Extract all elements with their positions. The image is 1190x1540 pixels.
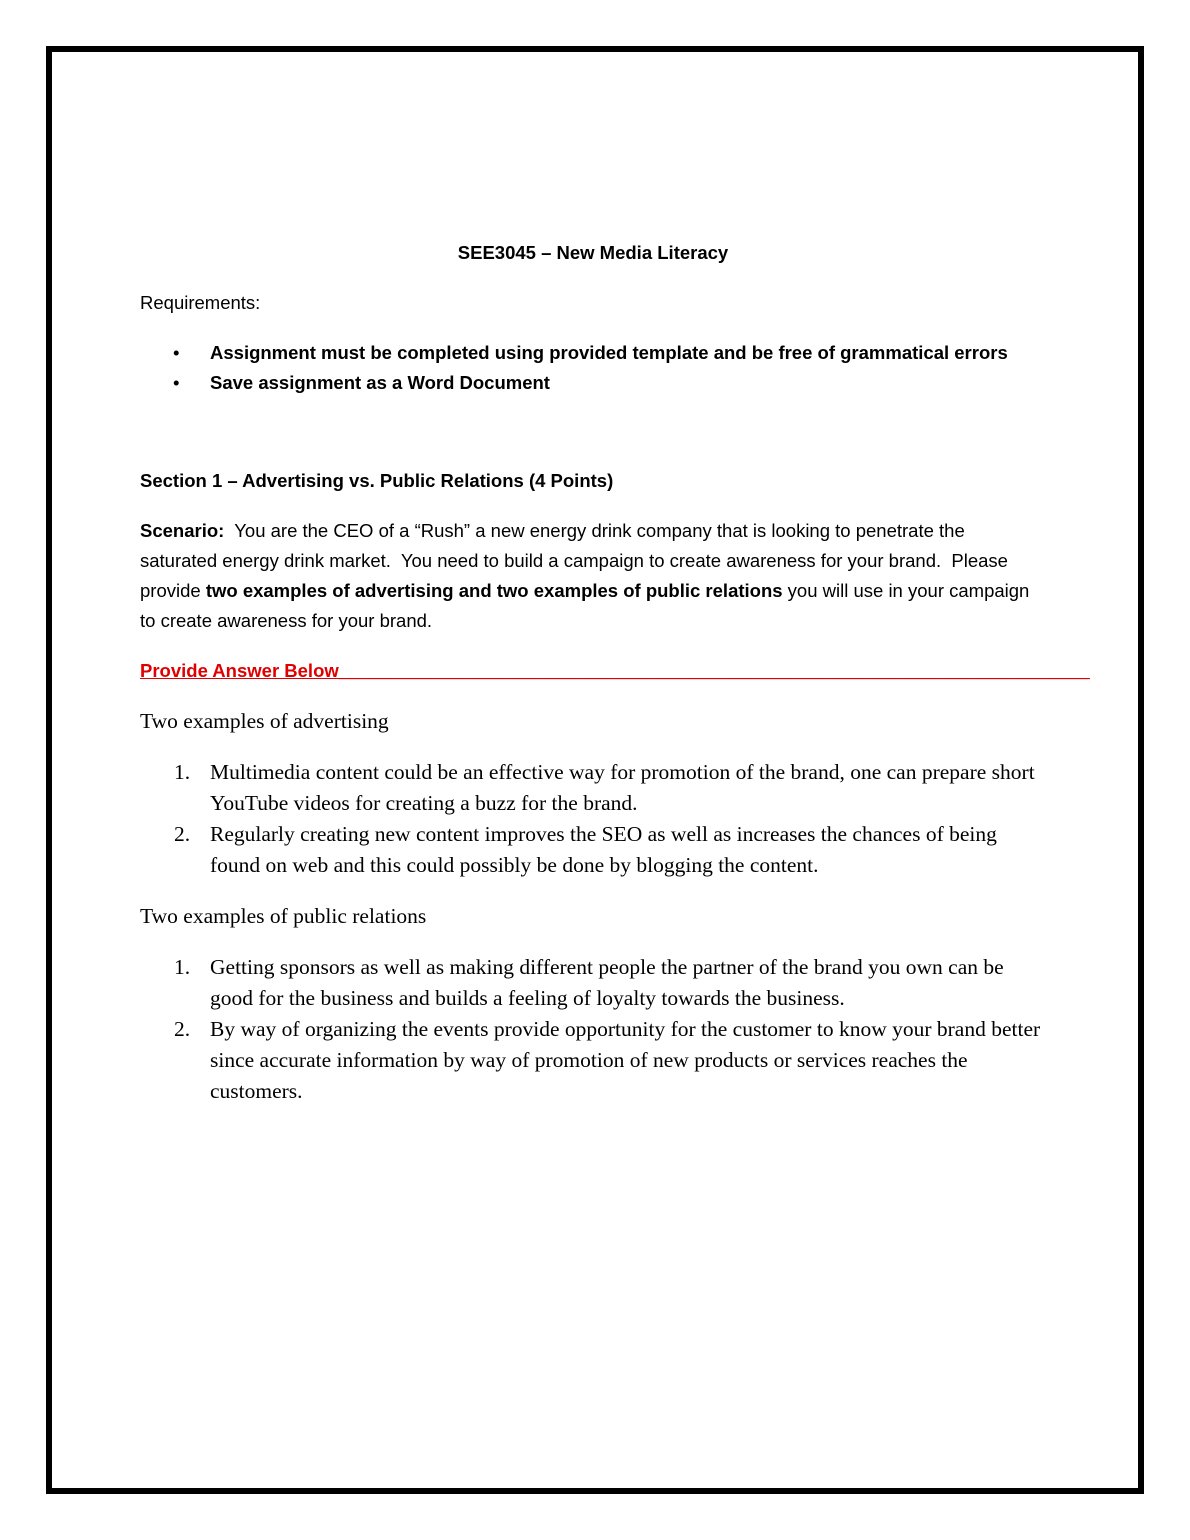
list-item — [140, 952, 1046, 1014]
document-body — [140, 238, 1090, 1127]
list-number: 2. — [174, 822, 191, 846]
document-title: SEE3045 – New Media Literacy — [457, 242, 729, 263]
list-item-text: Regularly creating new content improves the SEO as well as increases the chances of being found on web and this could possibly be done by blogging the content. — [210, 822, 997, 877]
scenario-text-2: you will use in your campaign to create awareness for your brand. — [140, 580, 1030, 631]
bullet-icon: • — [173, 342, 180, 363]
scenario-bold-text: two examples of advertising and two examples of public relations — [205, 580, 783, 601]
public-relations-list — [140, 952, 1046, 1107]
list-number: 1. — [174, 760, 191, 784]
list-number: 2. — [174, 1017, 191, 1041]
requirement-item — [140, 368, 1046, 398]
requirements-list — [140, 338, 1046, 398]
section-1-heading: Section 1 – Advertising vs. Public Relations (4 Points) — [140, 470, 614, 491]
requirement-text: Assignment must be completed using provided template and be free of grammatical errors — [210, 342, 1008, 363]
requirement-item — [140, 338, 1046, 368]
list-item — [140, 757, 1046, 819]
advertising-list — [140, 757, 1046, 881]
list-item — [140, 819, 1046, 881]
list-item-text: Multimedia content could be an effective way for promotion of the brand, one can prepare short YouTube videos for creating a buzz for the brand. — [210, 760, 1035, 815]
public-relations-heading: Two examples of public relations — [140, 904, 427, 928]
advertising-heading: Two examples of advertising — [140, 709, 389, 733]
scenario-label: Scenario: — [140, 520, 225, 541]
list-item-text: By way of organizing the events provide opportunity for the customer to know your brand better since accurate information by way of promotion of new products or services reaches the customers. — [210, 1017, 1041, 1103]
requirement-text: Save assignment as a Word Document — [210, 372, 550, 393]
list-item-text: Getting sponsors as well as making different people the partner of the brand you own can be good for the business and builds a feeling of loyalty towards the business. — [210, 955, 1004, 1010]
scenario-text-1: You are the CEO of a “Rush” a new energy drink company that is looking to penetrate the saturated energy drink market. You need to build a campaign to create awareness for your brand. Please provide — [140, 520, 1014, 601]
list-number: 1. — [174, 955, 191, 979]
scenario-paragraph — [140, 516, 1046, 636]
list-item — [140, 1014, 1046, 1107]
bullet-icon: • — [173, 372, 180, 393]
requirements-label: Requirements: — [140, 292, 261, 313]
answer-prompt: Provide Answer Below_________________________________________________________________________ — [140, 660, 1090, 681]
